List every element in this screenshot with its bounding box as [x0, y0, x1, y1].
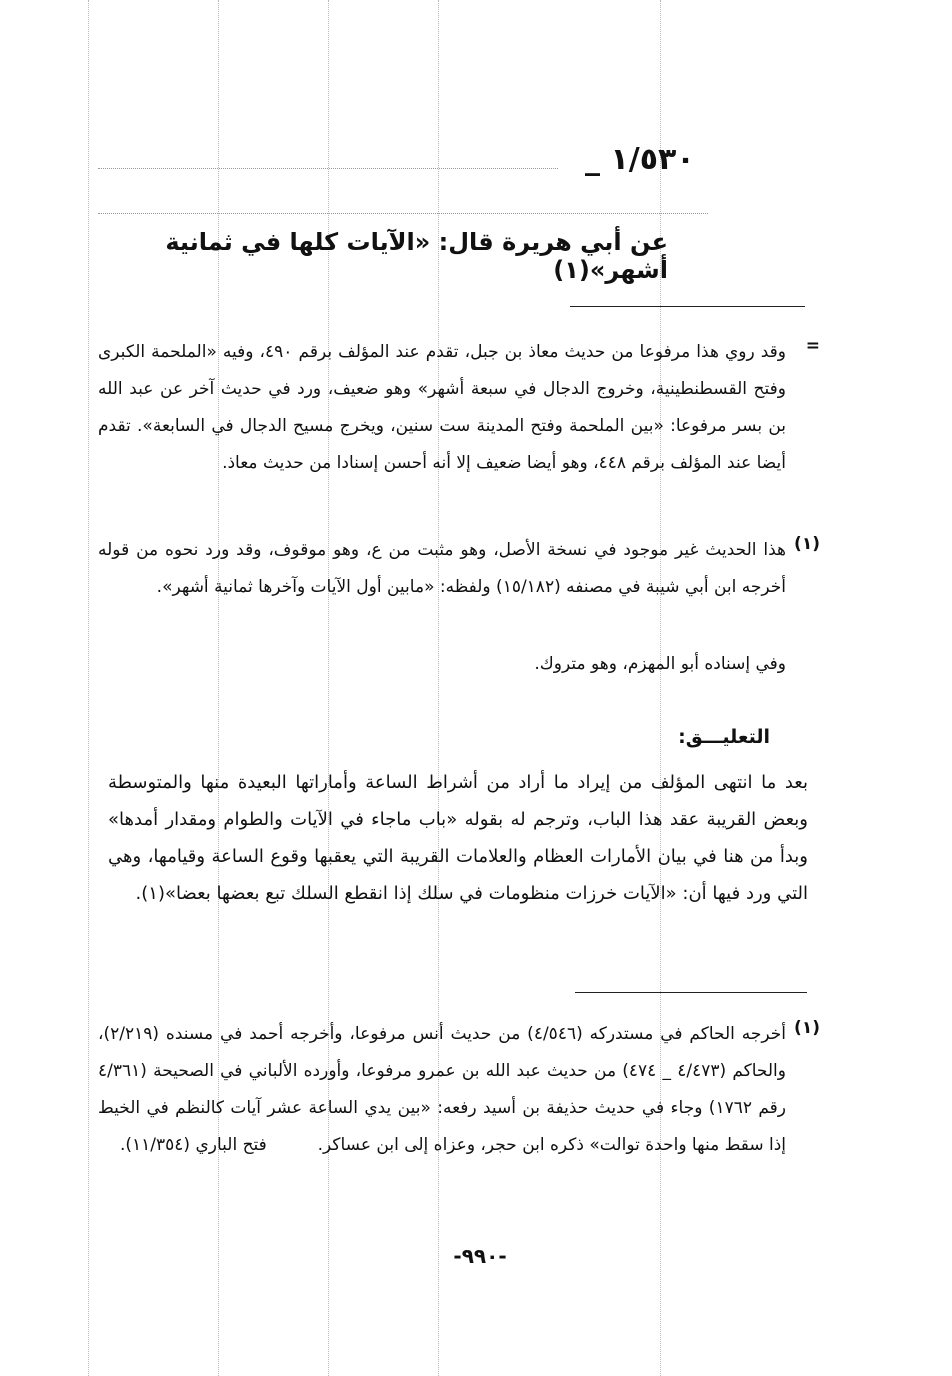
page-number: -٩٩٠-: [453, 1244, 507, 1268]
scan-dotted-line: [88, 0, 89, 1376]
scan-dotted-line: [660, 0, 661, 1376]
footnote-1-continuation: وفي إسناده أبو المهزم، وهو متروك.: [534, 654, 786, 674]
hadith-number: _ ١/٥٣٠: [585, 142, 695, 177]
bottom-footnote-reference: فتح الباري (١١/٣٥٤).: [119, 1135, 267, 1155]
bottom-footnote-body: أخرجه الحاكم في مستدركه (٤/٥٤٦) من حديث أنس مرفوعا، وأخرجه أحمد في مسنده (٢/٢١٩)، والحاكم (٤/٤٧٣ _ ٤٧٤) من حديث عبد الله بن عمرو مرفوعا، وأورده الألباني في الصحيحة (٤/٣٦١ رقم ١٧٦٢) وجاء في حديث حذيفة بن أسيد رفعه: «بين يدي الساعة عشر آيات كالنظم في الخيط إذا سقط منها واحدة توالت» ذكره ابن حجر، وعزاه إلى ابن عساكر.: [98, 1024, 787, 1155]
footnote-1-text: هذا الحديث غير موجود في نسخة الأصل، وهو مثبت من ع، وهو موقوف، وقد ورد نحوه من قوله أخرجه ابن أبي شيبة في مصنفه (١٥/١٨٢) ولفظه: «مابين أول الآيات وآخرها ثمانية أشهر».: [98, 540, 786, 597]
commentary-title: التعليـــق:: [678, 726, 770, 748]
commentary-text: بعد ما انتهى المؤلف من إيراد ما أراد من أشراط الساعة وأماراتها البعيدة منها والمتوسطة وبعض القريبة عقد هذا الباب، وترجم له بقوله «باب ماجاء في الآيات والطوام ومقدار أمدها» وبدأ من هنا في بيان الأمارات العظام والعلامات القريبة التي يعقبها وقوع الساعة وقيامها، وهي التي ورد فيها أن: «الآيات خرزات منظومات في سلك إذا انقطع السلك تبع بعضها بعضا»(١).: [108, 772, 808, 904]
scan-dotted-line: [328, 0, 329, 1376]
bottom-footnote-marker: (١): [794, 1018, 820, 1038]
footnote-separator: [570, 306, 805, 307]
footnote-1-marker: (١): [794, 534, 820, 554]
bottom-footnote-text: [98, 1016, 786, 1164]
scan-dotted-rule: [98, 168, 558, 169]
bottom-footnote-separator: [575, 992, 807, 993]
scan-dotted-line: [218, 0, 219, 1376]
continuation-marker: =: [805, 336, 820, 356]
continuation-note: وقد روي هذا مرفوعا من حديث معاذ بن جبل، تقدم عند المؤلف برقم ٤٩٠، وفيه «الملحمة الكبرى وفتح القسطنطينية، وخروج الدجال في سبعة أشهر» وهو ضعيف، ورد في حديث آخر عن عبد الله بن بسر مرفوعا: «بين الملحمة وفتح المدينة ست سنين، ويخرج مسيح الدجال في السابعة». تقدم أيضا عند المؤلف برقم ٤٤٨، وهو أيضا ضعيف إلا أنه أحسن إسنادا من حديث معاذ.: [98, 342, 787, 473]
scan-dotted-rule: [98, 213, 708, 214]
hadith-text: عن أبي هريرة قال: «الآيات كلها في ثمانية أشهر»(١): [165, 228, 668, 284]
scan-dotted-line: [438, 0, 439, 1376]
